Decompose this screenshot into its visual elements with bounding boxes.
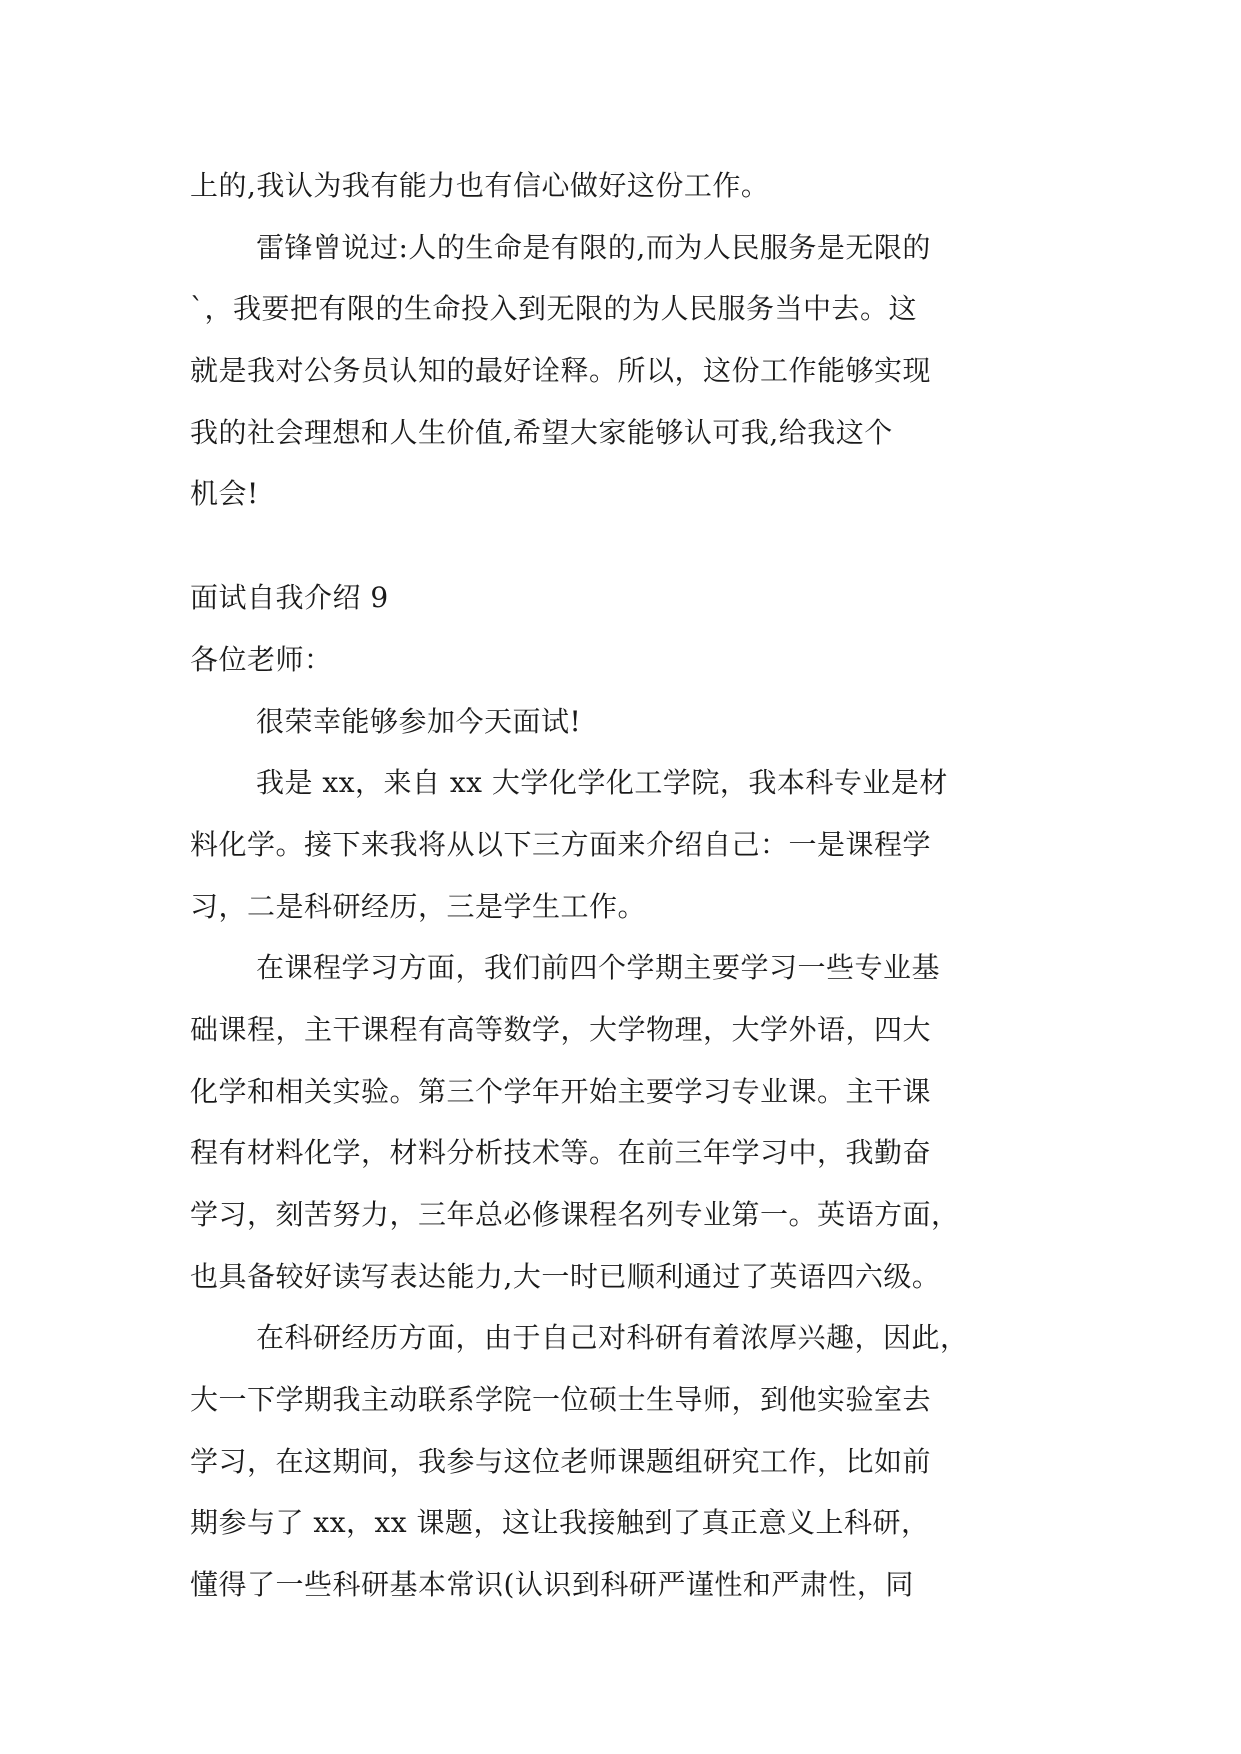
section-title: 面试自我介绍 9 — [190, 581, 389, 615]
text-line: 上的,我认为我有能力也有信心做好这份工作。 — [190, 169, 770, 202]
paragraph-start: 很荣幸能够参加今天面试! — [256, 704, 582, 738]
text-line: 学习，在这期间，我参与这位老师课题组研究工作，比如前 — [190, 1444, 932, 1478]
text-line: 也具备较好读写表达能力,大一时已顺利通过了英语四六级。 — [190, 1259, 941, 1293]
text-line: 懂得了一些科研基本常识(认识到科研严谨性和严肃性，同 — [190, 1568, 914, 1602]
salutation: 各位老师： — [190, 642, 333, 676]
section-gap — [190, 525, 1050, 567]
text-line: 料化学。接下来我将从以下三方面来介绍自己：一是课程学 — [190, 827, 932, 861]
text-line: `，我要把有限的生命投入到无限的为人民服务当中去。这 — [190, 292, 918, 326]
text-line: 化学和相关实验。第三个学年开始主要学习专业课。主干课 — [190, 1074, 932, 1108]
paragraph-start: 在科研经历方面，由于自己对科研有着浓厚兴趣，因此， — [256, 1321, 969, 1355]
text-line: 就是我对公务员认知的最好诠释。所以，这份工作能够实现 — [190, 354, 932, 388]
text-line: 机会! — [190, 477, 259, 511]
paragraph-start: 雷锋曾说过:人的生命是有限的,而为人民服务是无限的 — [256, 230, 931, 264]
text-line: 学习，刻苦努力，三年总必修课程名列专业第一。英语方面， — [190, 1198, 960, 1231]
text-line: 我的社会理想和人生价值,希望大家能够认可我,给我这个 — [190, 415, 893, 449]
text-line: 习，二是科研经历，三是学生工作。 — [190, 889, 647, 923]
document-body — [190, 155, 1050, 1616]
text-line: 大一下学期我主动联系学院一位硕士生导师，到他实验室去 — [190, 1383, 932, 1417]
text-line: 础课程，主干课程有高等数学，大学物理，大学外语，四大 — [190, 1012, 932, 1046]
paragraph-start: 在课程学习方面，我们前四个学期主要学习一些专业基 — [256, 951, 941, 985]
text-line: 期参与了 xx，xx 课题，这让我接触到了真正意义上科研， — [190, 1506, 930, 1540]
text-line: 程有材料化学，材料分析技术等。在前三年学习中，我勤奋 — [190, 1136, 932, 1170]
paragraph-start: 我是 xx，来自 xx 大学化学化工学院，我本科专业是材 — [256, 766, 948, 800]
